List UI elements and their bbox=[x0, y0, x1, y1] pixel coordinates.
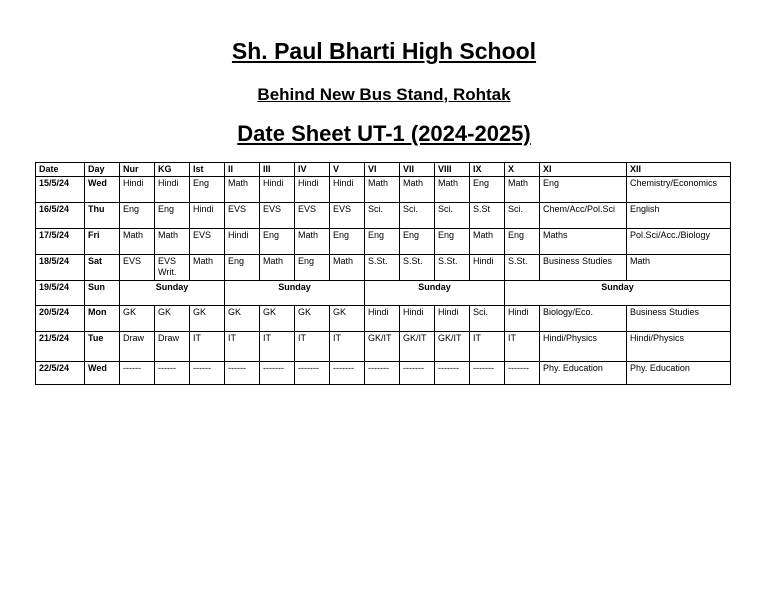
day-cell: Wed bbox=[85, 177, 120, 203]
subject-cell: GK/IT bbox=[400, 332, 435, 362]
table-row bbox=[36, 177, 731, 203]
subject-cell: GK bbox=[120, 306, 155, 332]
subject-cell: Eng bbox=[120, 203, 155, 229]
subject-cell: Math bbox=[225, 177, 260, 203]
subject-cell: IT bbox=[260, 332, 295, 362]
subject-cell: EVS bbox=[190, 229, 225, 255]
day-cell: Thu bbox=[85, 203, 120, 229]
date-cell: 17/5/24 bbox=[36, 229, 85, 255]
table-row bbox=[36, 203, 731, 229]
subject-cell: Maths bbox=[540, 229, 627, 255]
column-header: Nur bbox=[120, 163, 155, 177]
subject-cell: Hindi bbox=[435, 306, 470, 332]
subject-cell: S.St bbox=[470, 203, 505, 229]
subject-cell: Math bbox=[260, 255, 295, 281]
subject-cell: S.St. bbox=[435, 255, 470, 281]
subject-cell: Hindi bbox=[365, 306, 400, 332]
subject-cell: Hindi bbox=[155, 177, 190, 203]
subject-cell: Hindi/Physics bbox=[540, 332, 627, 362]
subject-cell: Eng bbox=[505, 229, 540, 255]
subject-cell: Pol.Sci/Acc./Biology bbox=[627, 229, 731, 255]
day-cell: Wed bbox=[85, 362, 120, 385]
subject-cell: Biology/Eco. bbox=[540, 306, 627, 332]
subject-cell: ------- bbox=[400, 362, 435, 385]
subject-cell: Hindi bbox=[295, 177, 330, 203]
day-cell: Sat bbox=[85, 255, 120, 281]
subject-cell: EVS bbox=[260, 203, 295, 229]
subject-cell: GK/IT bbox=[365, 332, 400, 362]
subject-cell: ------- bbox=[470, 362, 505, 385]
day-cell: Sun bbox=[85, 281, 120, 306]
subject-cell: Sci. bbox=[365, 203, 400, 229]
subject-cell: GK bbox=[260, 306, 295, 332]
subject-cell: Hindi bbox=[120, 177, 155, 203]
subject-cell: Math bbox=[330, 255, 365, 281]
school-address: Behind New Bus Stand, Rohtak bbox=[257, 85, 511, 104]
column-header: IX bbox=[470, 163, 505, 177]
day-cell: Fri bbox=[85, 229, 120, 255]
subject-cell: EVS bbox=[295, 203, 330, 229]
subject-cell: Hindi/Physics bbox=[627, 332, 731, 362]
subject-cell: Phy. Education bbox=[540, 362, 627, 385]
column-header: Day bbox=[85, 163, 120, 177]
subject-cell: ------- bbox=[295, 362, 330, 385]
subject-cell: Hindi bbox=[260, 177, 295, 203]
column-header: VII bbox=[400, 163, 435, 177]
date-cell: 16/5/24 bbox=[36, 203, 85, 229]
subject-cell: EVS bbox=[120, 255, 155, 281]
date-cell: 19/5/24 bbox=[36, 281, 85, 306]
school-name: Sh. Paul Bharti High School bbox=[231, 38, 537, 64]
subject-cell: Business Studies bbox=[540, 255, 627, 281]
subject-cell: Math bbox=[627, 255, 731, 281]
subject-cell: Eng bbox=[155, 203, 190, 229]
column-header: Date bbox=[36, 163, 85, 177]
subject-cell: S.St. bbox=[365, 255, 400, 281]
subject-cell: Draw bbox=[155, 332, 190, 362]
subject-cell: IT bbox=[470, 332, 505, 362]
column-header: X bbox=[505, 163, 540, 177]
sunday-cell: Sunday bbox=[505, 281, 731, 306]
sunday-cell: Sunday bbox=[120, 281, 225, 306]
subject-cell: Math bbox=[295, 229, 330, 255]
subject-cell: IT bbox=[295, 332, 330, 362]
day-cell: Tue bbox=[85, 332, 120, 362]
column-header: III bbox=[260, 163, 295, 177]
subject-cell: Hindi bbox=[400, 306, 435, 332]
table-row bbox=[36, 255, 731, 281]
subject-cell: Eng bbox=[470, 177, 505, 203]
column-header: Ist bbox=[190, 163, 225, 177]
subject-cell: Eng bbox=[260, 229, 295, 255]
subject-cell: Eng bbox=[225, 255, 260, 281]
subject-cell: Hindi bbox=[330, 177, 365, 203]
subject-cell: ------ bbox=[190, 362, 225, 385]
date-cell: 20/5/24 bbox=[36, 306, 85, 332]
column-header: IV bbox=[295, 163, 330, 177]
subject-cell: Sci. bbox=[400, 203, 435, 229]
subject-cell: Phy. Education bbox=[627, 362, 731, 385]
subject-cell: GK bbox=[225, 306, 260, 332]
subject-cell: IT bbox=[190, 332, 225, 362]
subject-cell: Eng bbox=[435, 229, 470, 255]
subject-cell: ------ bbox=[155, 362, 190, 385]
subject-cell: Math bbox=[505, 177, 540, 203]
subject-cell: IT bbox=[505, 332, 540, 362]
subject-cell: Eng bbox=[190, 177, 225, 203]
subject-cell: EVS Writ. bbox=[155, 255, 190, 281]
subject-cell: Math bbox=[365, 177, 400, 203]
column-header: V bbox=[330, 163, 365, 177]
subject-cell: Sci. bbox=[505, 203, 540, 229]
sunday-cell: Sunday bbox=[225, 281, 365, 306]
subject-cell: ------- bbox=[260, 362, 295, 385]
subject-cell: Eng bbox=[330, 229, 365, 255]
column-header: KG bbox=[155, 163, 190, 177]
date-cell: 15/5/24 bbox=[36, 177, 85, 203]
subject-cell: Hindi bbox=[225, 229, 260, 255]
subject-cell: Chemistry/Economics bbox=[627, 177, 731, 203]
subject-cell: Math bbox=[400, 177, 435, 203]
date-cell: 22/5/24 bbox=[36, 362, 85, 385]
subject-cell: Eng bbox=[295, 255, 330, 281]
table-row bbox=[36, 229, 731, 255]
subject-cell: ------ bbox=[225, 362, 260, 385]
subject-cell: GK bbox=[330, 306, 365, 332]
subject-cell: S.St. bbox=[505, 255, 540, 281]
table-row bbox=[36, 332, 731, 362]
column-header: XII bbox=[627, 163, 731, 177]
subject-cell: Business Studies bbox=[627, 306, 731, 332]
subject-cell: ------- bbox=[330, 362, 365, 385]
date-sheet-table bbox=[35, 162, 731, 385]
subject-cell: IT bbox=[330, 332, 365, 362]
subject-cell: Eng bbox=[365, 229, 400, 255]
subject-cell: Math bbox=[470, 229, 505, 255]
subject-cell: GK bbox=[190, 306, 225, 332]
subject-cell: Hindi bbox=[470, 255, 505, 281]
subject-cell: Draw bbox=[120, 332, 155, 362]
column-header: II bbox=[225, 163, 260, 177]
sunday-cell: Sunday bbox=[365, 281, 505, 306]
subject-cell: ------- bbox=[365, 362, 400, 385]
subject-cell: ------ bbox=[120, 362, 155, 385]
column-header: VIII bbox=[435, 163, 470, 177]
subject-cell: Sci. bbox=[470, 306, 505, 332]
table-row bbox=[36, 281, 731, 306]
subject-cell: EVS bbox=[330, 203, 365, 229]
subject-cell: English bbox=[627, 203, 731, 229]
subject-cell: Chem/Acc/Pol.Sci bbox=[540, 203, 627, 229]
column-header: VI bbox=[365, 163, 400, 177]
subject-cell: Eng bbox=[540, 177, 627, 203]
subject-cell: Math bbox=[435, 177, 470, 203]
subject-cell: Hindi bbox=[505, 306, 540, 332]
subject-cell: Hindi bbox=[190, 203, 225, 229]
subject-cell: ------- bbox=[505, 362, 540, 385]
subject-cell: Eng bbox=[400, 229, 435, 255]
subject-cell: GK bbox=[155, 306, 190, 332]
column-header: XI bbox=[540, 163, 627, 177]
sheet-title: Date Sheet UT-1 (2024-2025) bbox=[237, 121, 531, 146]
date-cell: 21/5/24 bbox=[36, 332, 85, 362]
subject-cell: Math bbox=[120, 229, 155, 255]
date-cell: 18/5/24 bbox=[36, 255, 85, 281]
table-row bbox=[36, 306, 731, 332]
subject-cell: Math bbox=[190, 255, 225, 281]
day-cell: Mon bbox=[85, 306, 120, 332]
subject-cell: GK/IT bbox=[435, 332, 470, 362]
table-header-row bbox=[36, 163, 731, 177]
subject-cell: ------- bbox=[435, 362, 470, 385]
table-row bbox=[36, 362, 731, 385]
subject-cell: EVS bbox=[225, 203, 260, 229]
subject-cell: Sci. bbox=[435, 203, 470, 229]
subject-cell: S.St. bbox=[400, 255, 435, 281]
subject-cell: IT bbox=[225, 332, 260, 362]
subject-cell: Math bbox=[155, 229, 190, 255]
subject-cell: GK bbox=[295, 306, 330, 332]
